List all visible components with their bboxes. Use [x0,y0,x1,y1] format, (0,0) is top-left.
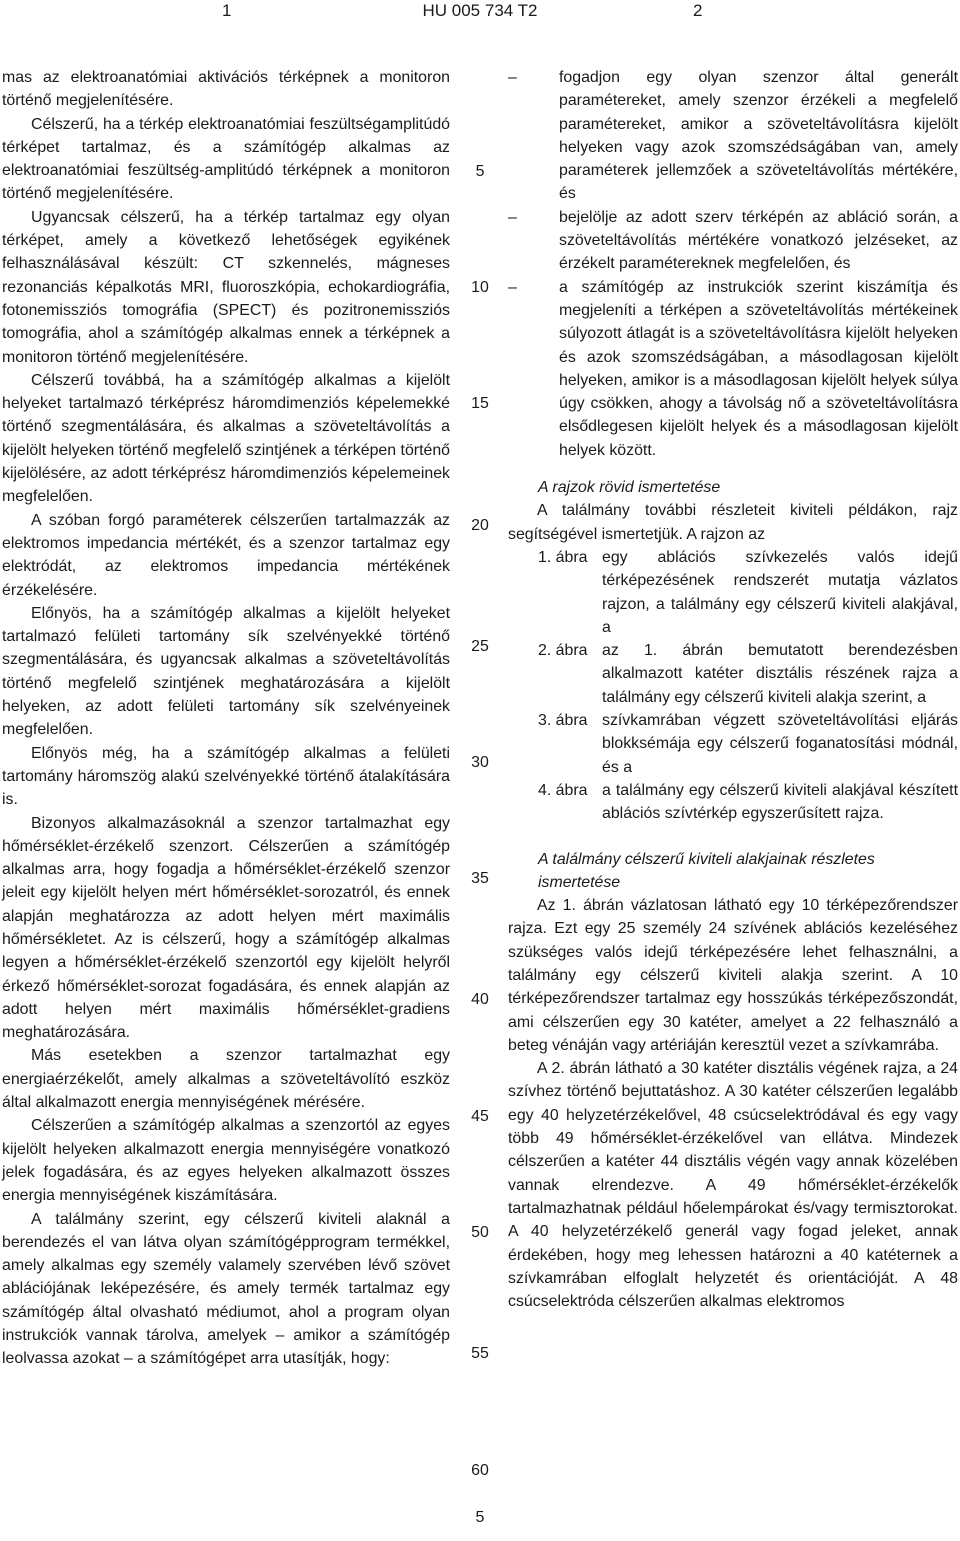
line-number: 40 [471,991,489,1008]
left-page-number: 1 [222,1,232,20]
page-number: 5 [475,1509,485,1526]
figure-list-item [508,709,958,779]
line-number: 10 [471,279,489,296]
dash-marker: – [508,69,517,86]
figure-description: egy ablációs szívkezelés valós idejű térképezésének rendszerét mutatja vázlatos rajzon, a találmány egy célszerű kiviteli alakjával, a [602,548,958,636]
line-number: 35 [471,870,489,887]
paragraph: Célszerűen a számítógép alkalmas a szenzortól az egyes kijelölt helyeken alkalmazott energia mennyiségére vonatkozó jelek fogadására, és az egyes helyeken alkalmazott összes energia mennyiségének kiszámítására. [2,1117,450,1205]
figure-description: szívkamrában végzett szöveteltávolítási eljárás blokksémája egy célszerű foganatosítási módnál, és a [602,712,958,776]
line-number: 20 [471,517,489,534]
paragraph: mas az elektroanatómiai aktivációs térképnek a monitoron történő megjelenítésére. [2,69,450,110]
paragraph: Előnyös még, ha a számítógép alkalmas a felületi tartomány háromszög alakú szelvényekké történő átalakítására is. [2,744,450,809]
paragraph: A 2. ábrán látható a 30 katéter disztális végének rajza, a 24 szívhez történő bejuttatáshoz. A 30 katéter célszerűen legalább egy 40 helyzetérzékelővel, 48 csúcselektródával és egy vagy több 49 hőmérséklet-érzékelővel van ellátva. Mindezek célszerűen a katéter 44 disztális végén vagy annak közelében vannak elrendezve. A 49 hőmérséklet-érzékelők tartalmazhatnak például hőelempárokat és/vagy termisztorokat. A 40 helyzetérzékelő generál vagy fogad jeleket, annak érdekében, hogy meg lehessen határozni a 40 katéternek a szívkamrában elfoglalt helyzetét és orientációját. A 48 csúcselektróda célszerűen alkalmas elektromos [508,1060,958,1311]
paragraph: A szóban forgó paraméterek célszerűen tartalmazzák az elektromos impedancia mértékét, és a szenzor tartalmaz egy elektródát, az elektromos impedancia mértékének érzékelésére. [2,511,450,599]
list-item [508,206,958,276]
paragraph: Előnyös, ha a számítógép alkalmas a kijelölt helyeket tartalmazó felületi tartomány sík szelvényekké történő szegmentálására, és ugyancsak alkalmas a szöveteltávolítás történő megfelelő szintjének meghatározására a kijelölt helyeken, az adott felületi tartomány sík szelvényeinek megfelelően. [2,604,450,739]
list-item [508,276,958,462]
paragraph: A találmány szerint, egy célszerű kiviteli alaknál a berendezés el van látva olyan számítógépprogram termékkel, amely alkalmas egy személy valamely szervében lévő szövet ablációjának leképezésére, és amely termék tartalmaz egy számítógép által olvasható médiumot, ahol a program olyan instrukciók vannak tárolva, amelyek – amikor a számítógép leolvassa azokat – a számítógépet arra utasítják, hogy: [2,1210,450,1368]
figure-label: 4. ábra [538,781,588,799]
paragraph: Az 1. ábrán vázlatosan látható egy 10 térképezőrendszer rajza. Ezt egy 25 személy 24 szívének ablációs kezeléséhez szükséges valós idejű térképezésére lehet felhasználni, a találmány egy célszerű kiviteli alakja szerint. A 10 térképezőrendszer tartalmaz egy hosszúkás térképezőszondát, ami célszerűen egy 30 katéter, amelyet a 22 felhasználó a beteg vénáján vagy artériáján keresztül vezet a szívkamrába. [508,897,958,1054]
paragraph: Ugyancsak célszerű, ha a térkép tartalmaz egy olyan térképet, amely a következő lehetőségek egyikének felhasználásával készült: CT szkennelés, mágneses rezonanciás képalkotás MRI, fluoroszkópia, echokardiográfia, fotonemissziós tomográfia (SPECT) és pozitronemissziós tomográfia, ahol a számítógép alkalmas ennek a térképnek a monitoron történő megjelenítésére. [2,208,450,366]
line-number: 15 [471,395,489,412]
line-number: 30 [471,754,489,771]
paragraph: Célszerű továbbá, ha a számítógép alkalmas a kijelölt helyeket tartalmazó térképrész háromdimenziós képelemekké történő szegmentálására, és alkalmas a szöveteltávolítás a kijelölt helyeken történő megfelelő szintjének a térképen történő kijelölésére, az adott térképrész háromdimenziós képelemeinek megfelelően. [2,371,450,506]
line-number: 50 [471,1224,489,1241]
figure-list-item [508,546,958,639]
figure-label: 3. ábra [538,712,588,730]
paragraph: A találmány további részleteit kiviteli példákon, rajz segítségével ismertetjük. A rajzon az [508,502,958,543]
dash-marker: – [508,278,517,296]
list-item-text: bejelölje az adott szerv térképén az abláció során, a szöveteltávolítás mértékére vonatkozó jelzéseket, az érzékelt paramétereknek megfelelően, és [559,208,958,273]
line-number: 45 [471,1108,489,1125]
right-column [508,66,958,1313]
paragraph: Célszerű, ha a térkép elektroanatómiai feszültségamplitúdó térképet tartalmaz, és a számítógép alkalmas az elektroanatómiai feszültség-amplitúdó térképnek a monitoron történő megjelenítésére. [2,115,450,203]
figure-list-item [508,639,958,709]
figure-label: 1. ábra [538,548,588,566]
figure-list-item [508,779,958,826]
paragraph: Más esetekben a szenzor tartalmazhat egy energiaérzékelőt, amely alkalmas a szöveteltávolító eszköz által alkalmazott energia mennyiségének mérésére. [2,1047,450,1112]
line-number: 5 [475,163,485,180]
list-item-text: a számítógép az instrukciók szerint kiszámítja és megjeleníti a térképen a szöveteltávolítás mértékeinek súlyozott átlagát is a szöveteltávolításra kijelölt helyeken és azok szomszédságában, a másodlagosan kijelölt helyeken, amikor is a másodlagosan kijelölt helyek súlya úgy csökken, ahogy a távolság nő a szöveteltávolításra elsődlegesen kijelölt helyek és a másodlagosan kijelölt helyek között. [559,278,958,459]
list-item-text: fogadjon egy olyan szenzor által generált paramétereket, amely szenzor érzékeli a megfelelő paramétereket, amikor a szöveteltávolításra kijelölt helyeken vagy azok szomszédságában van, amely paraméterek jellemzőek a szöveteltávolítás mértékére, és [559,69,958,203]
section-heading: A találmány célszerű kiviteli alakjainak részletes ismertetése [538,850,875,891]
section-heading: A rajzok rövid ismertetése [538,479,721,497]
figure-description: az 1. ábrán bemutatott berendezésben alkalmazott katéter disztális részének rajza a találmány egy célszerű kiviteli alakja szerint, a [602,642,958,706]
list-item [508,66,958,206]
figure-label: 2. ábra [538,642,588,660]
line-number: 55 [471,1345,489,1362]
document-id: HU 005 734 T2 [422,1,538,20]
line-number: 60 [471,1462,489,1479]
right-page-number: 2 [693,1,703,20]
paragraph: Bizonyos alkalmazásoknál a szenzor tartalmazhat egy hőmérséklet-érzékelő szenzort. Célszerűen a számítógép alkalmas arra, hogy fogadja a hőmérséklet-érzékelő szenzor jeleit egy kijelölt helyen mért hőmérséklet-sorozatról, és ennek alapján meghatározza az adott helyen mért maximális hőmérsékletet. Az is célszerű, hogy a számítógép alkalmas legyen a hőmérséklet-érzékelő szenzortól egy kijelölt helyről érkező hőmérséklet-sorozat fogadására, és ennek alapján az adott helyen mért maximális hőmérséklet-gradiens meghatározására. [2,814,450,1042]
left-column [2,66,450,1371]
figure-description: a találmány egy célszerű kiviteli alakjával készített ablációs szívtérkép egyszerűsített rajza. [602,781,958,823]
line-number: 25 [471,638,489,655]
dash-marker: – [508,208,517,226]
